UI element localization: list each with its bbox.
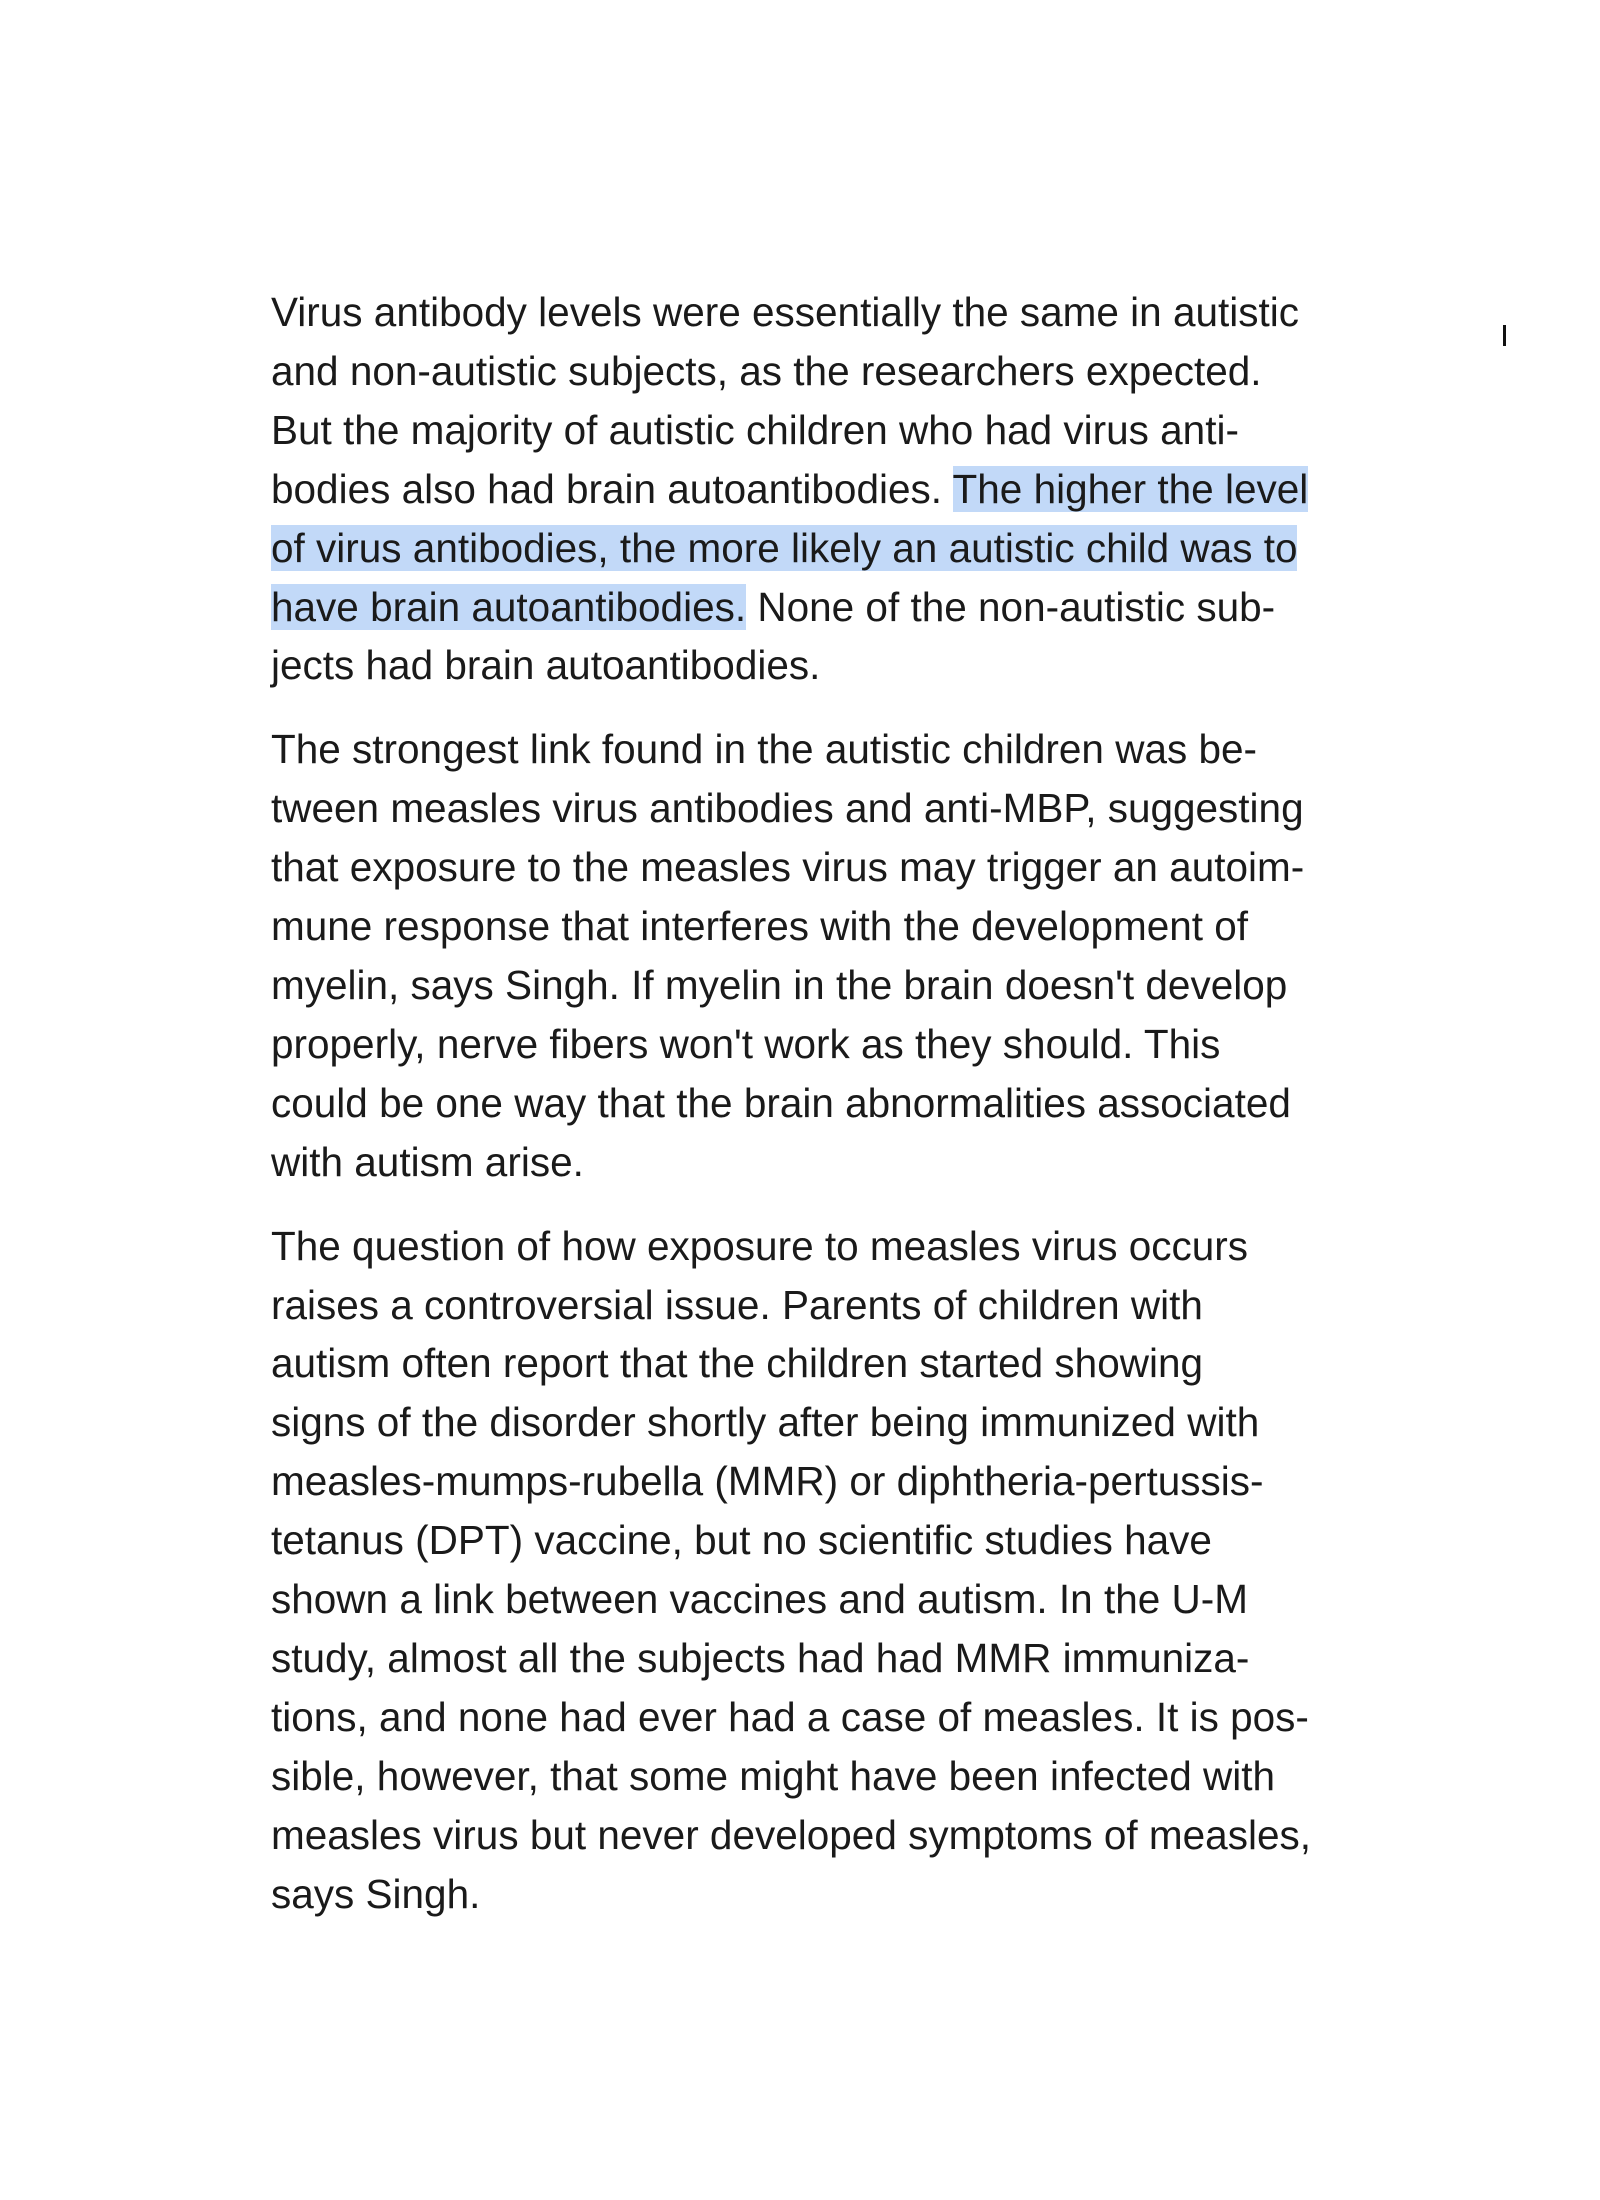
text-line[interactable]: But the majority of autistic children who had virus anti- <box>271 406 1239 453</box>
text-line[interactable]: that exposure to the measles virus may trigger an autoim- <box>271 844 1305 891</box>
text-line[interactable]: The question of how exposure to measles virus occurs <box>271 1222 1248 1269</box>
document-reader[interactable] <box>271 283 1361 1948</box>
text-line[interactable]: raises a controversial issue. Parents of children with <box>271 1281 1203 1328</box>
text-line[interactable]: and non-autistic subjects, as the researchers expected. <box>271 347 1262 394</box>
text-line[interactable] <box>271 519 1361 578</box>
text-line[interactable]: signs of the disorder shortly after being immunized with <box>271 1399 1260 1446</box>
paragraph-3[interactable] <box>271 1217 1361 1924</box>
selected-text[interactable]: The higher the level <box>952 465 1309 512</box>
text-line[interactable]: could be one way that the brain abnormalities associated <box>271 1079 1291 1126</box>
selected-text[interactable]: have brain autoantibodies. <box>271 583 747 630</box>
text-line[interactable]: autism often report that the children started showing <box>271 1340 1204 1387</box>
text-cursor-icon <box>1503 325 1506 346</box>
text-line[interactable]: tween measles virus antibodies and anti-MBP, suggesting <box>271 785 1304 832</box>
text-line[interactable]: says Singh. <box>271 1870 481 1917</box>
text-line[interactable]: jects had brain autoantibodies. <box>271 642 821 689</box>
text-line[interactable]: Virus antibody levels were essentially the same in autistic <box>271 289 1300 335</box>
text-line[interactable]: The strongest link found in the autistic children was be- <box>271 726 1258 773</box>
text-line[interactable]: properly, nerve fibers won't work as they should. This <box>271 1020 1221 1067</box>
text-segment[interactable]: bodies also had brain autoantibodies. <box>271 465 953 512</box>
text-line[interactable]: shown a link between vaccines and autism. In the U-M <box>271 1576 1248 1623</box>
text-line[interactable] <box>271 460 1361 519</box>
text-line[interactable]: myelin, says Singh. If myelin in the brain doesn't develop <box>271 961 1288 1008</box>
text-line[interactable]: study, almost all the subjects had had MMR immuniza- <box>271 1634 1250 1681</box>
text-line[interactable]: sible, however, that some might have been infected with <box>271 1752 1276 1799</box>
selected-text[interactable]: of virus antibodies, the more likely an autistic child was to <box>271 524 1298 571</box>
text-line[interactable]: measles virus but never developed symptoms of measles, <box>271 1811 1311 1858</box>
text-line[interactable]: mune response that interferes with the development of <box>271 903 1249 950</box>
text-line[interactable]: tions, and none had ever had a case of measles. It is pos- <box>271 1693 1309 1740</box>
text-line[interactable]: measles-mumps-rubella (MMR) or diphtheria-pertussis- <box>271 1458 1264 1505</box>
text-segment[interactable]: None of the non-autistic sub- <box>746 583 1276 630</box>
paragraph-1[interactable] <box>271 283 1361 695</box>
text-line[interactable]: with autism arise. <box>271 1138 584 1185</box>
text-line[interactable]: tetanus (DPT) vaccine, but no scientific studies have <box>271 1517 1212 1564</box>
text-line[interactable] <box>271 578 1361 637</box>
paragraph-2[interactable] <box>271 720 1361 1191</box>
